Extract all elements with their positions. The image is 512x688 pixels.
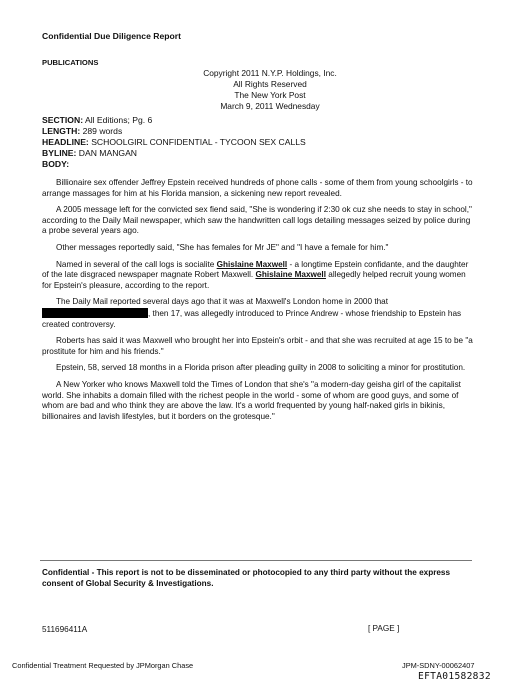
footer-confidential-treatment: Confidential Treatment Requested by JPMorgan Chase xyxy=(12,661,194,670)
highlighted-name: Ghislaine Maxwell xyxy=(216,259,288,269)
publications-label: PUBLICATIONS xyxy=(42,58,99,67)
page-placeholder: [ PAGE ] xyxy=(368,624,400,633)
byline-value: DAN MANGAN xyxy=(78,148,138,158)
paragraph-4 xyxy=(42,260,474,292)
highlighted-name: Ghislaine Maxwell xyxy=(255,270,326,280)
paragraph-6: Roberts has said it was Maxwell who brought her into Epstein's orbit - and that she was recruited at age 15 to be "a prostitute for him and his friends." xyxy=(42,336,473,356)
paragraph-5-part: The Daily Mail reported several days ago that it was at Maxwell's London home in 2000 that xyxy=(56,297,388,307)
efta-number: EFTA01582832 xyxy=(418,671,491,682)
headline-value: SCHOOLGIRL CONFIDENTIAL - TYCOON SEX CALLS xyxy=(91,137,306,147)
paragraph-3: Other messages reportedly said, "She has females for Mr JE" and "I have a female for him." xyxy=(56,242,389,252)
redaction-box xyxy=(42,308,148,318)
body-key: BODY: xyxy=(42,159,70,169)
article-meta xyxy=(42,115,306,170)
copyright-line: Copyright 2011 N.Y.P. Holdings, Inc. xyxy=(203,68,337,78)
body-row xyxy=(42,159,306,170)
paragraph-8: A New Yorker who knows Maxwell told the Times of London that she's "a modern-day geisha girl of the capitalist world. She inhabits a domain filled with the richest people in the world - some of whom are good guys, and some of whom are bad and who think they are above the law. It's a world frequented by young half-naked girls in bikinis, billionaires and lavish lifestyles, but it borders on the grotesque." xyxy=(42,379,461,421)
paragraph-5-part: , then 17, was allegedly introduced to Prince Andrew - whose friendship to Epstein has created controversy. xyxy=(42,308,462,329)
byline-row xyxy=(42,148,306,159)
article-body xyxy=(42,178,474,428)
length-row xyxy=(42,126,306,137)
rights-line: All Rights Reserved xyxy=(233,79,307,89)
length-value: 289 words xyxy=(82,126,123,136)
footer-bates-number: JPM-SDNY-00062407 xyxy=(402,661,475,670)
length-key: LENGTH: xyxy=(42,126,81,136)
byline-key: BYLINE: xyxy=(42,148,77,158)
publication-date: March 9, 2011 Wednesday xyxy=(220,101,320,111)
report-title: Confidential Due Diligence Report xyxy=(42,31,181,41)
publication-name: The New York Post xyxy=(234,90,306,100)
paragraph-4-part: Named in several of the call logs is socialite xyxy=(56,259,217,269)
headline-key: HEADLINE: xyxy=(42,137,89,147)
headline-row xyxy=(42,137,306,148)
paragraph-1: Billionaire sex offender Jeffrey Epstein received hundreds of phone calls - some of them from young schoolgirls - to arrange massages for him at his Florida mansion, a sickening new report revealed. xyxy=(42,178,473,198)
section-row xyxy=(42,115,306,126)
copyright-block xyxy=(0,68,512,112)
paragraph-4-part: - a longtime Epstein confidante, and the daughter of the late disgraced newspaper magnate Robert Maxwell. xyxy=(42,259,469,280)
section-value: All Editions; Pg. 6 xyxy=(84,115,153,125)
section-divider xyxy=(40,560,472,561)
section-key: SECTION: xyxy=(42,115,84,125)
paragraph-4-part: allegedly helped recruit young women for Epstein's pleasure, according to the report. xyxy=(42,270,466,290)
paragraph-2: A 2005 message left for the convicted sex fiend said, "She is wondering if 2:30 ok cuz she needs to stay in school," according to the Daily Mail newspaper, which saw the handwritten call logs detailing messages seized by police during a probe several years ago. xyxy=(42,205,472,236)
paragraph-7: Epstein, 58, served 18 months in a Florida prison after pleading guilty in 2008 to soliciting a minor for prostitution. xyxy=(56,363,466,373)
paragraph-5 xyxy=(42,297,474,330)
confidential-notice: Confidential - This report is not to be disseminated or photocopied to any third party without the express consent of Global Security & Investigations. xyxy=(42,568,451,588)
document-number: 511696411A xyxy=(42,625,88,634)
